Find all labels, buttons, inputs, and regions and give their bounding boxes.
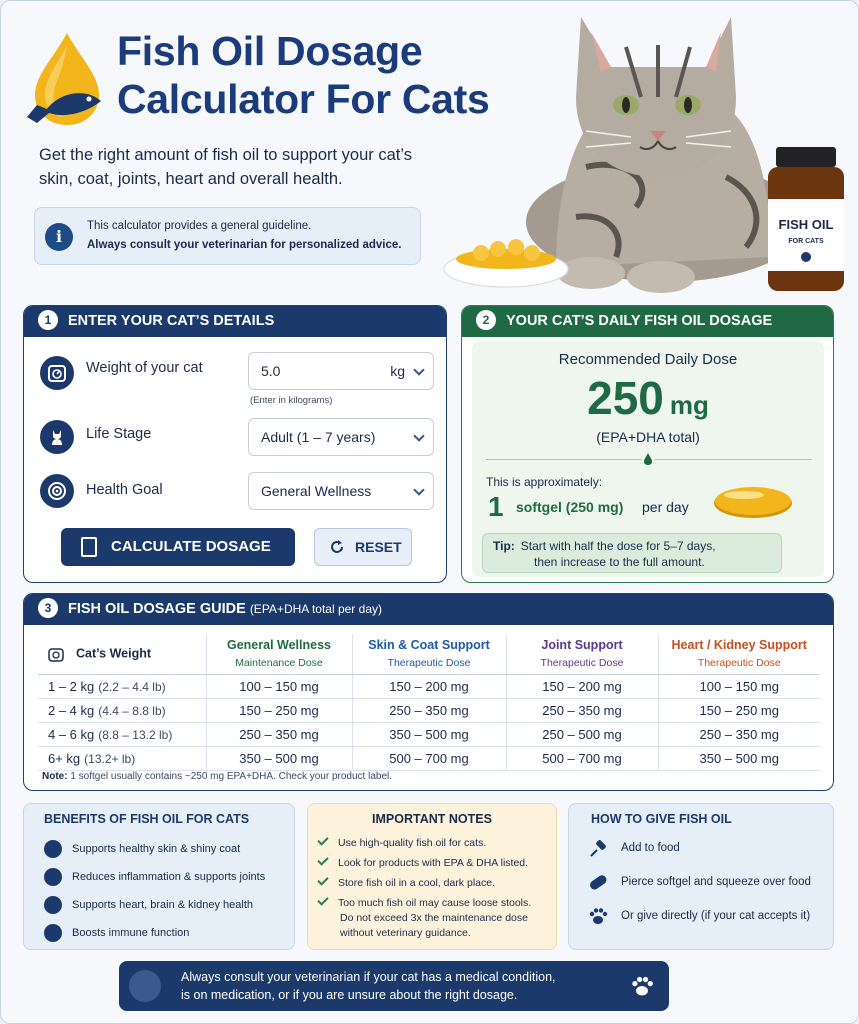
column-header-joint: Joint Support Therapeutic Dose [506, 634, 658, 674]
table-row: 2 – 4 kg (4.4 – 8.8 lb) 150 – 250 mg 250 – 350 mg 250 – 350 mg 150 – 250 mg [38, 698, 820, 722]
bottle-label-line-1: FISH OIL [778, 217, 834, 232]
cat-hero-image [426, 7, 856, 303]
tip-box [482, 533, 782, 573]
benefits-box [23, 803, 295, 950]
scale-icon [48, 646, 64, 662]
heart-icon [44, 896, 62, 914]
disclaimer-line-1: This calculator provides a general guideline. [87, 220, 312, 232]
list-item: Reduces inflammation & supports joints [44, 868, 265, 886]
list-item: Add to food [587, 838, 680, 858]
how-to-give-box [568, 803, 834, 950]
approx-label: This is approximately: [486, 475, 603, 489]
reset-button[interactable] [314, 528, 412, 566]
vet-advice-banner [119, 961, 669, 1011]
disclaimer-line-2: Always consult your veterinarian for personalized advice. [87, 239, 402, 251]
dose-result-card [472, 341, 824, 577]
dose-subtitle: (EPA+DHA total) [596, 429, 700, 445]
important-notes-box [307, 803, 557, 950]
list-item: Look for products with EPA & DHA listed. [318, 856, 528, 871]
bottle-label-line-2: FOR CATS [788, 238, 824, 245]
step-number: 2 [476, 310, 496, 330]
step-number: 1 [38, 310, 58, 330]
column-header-general: General Wellness Maintenance Dose [206, 634, 352, 674]
weight-label: Weight of your cat [86, 360, 203, 376]
tip-line-1: Start with half the dose for 5–7 days, [520, 539, 716, 553]
paw-icon [587, 906, 609, 926]
important-notes-title: IMPORTANT NOTES [372, 812, 492, 826]
dose-unit: mg [669, 390, 709, 420]
cat-details-header [24, 306, 446, 337]
dose-number: 250 [587, 372, 664, 424]
page-title: Fish Oil Dosage Calculator For Cats [117, 28, 490, 122]
chevron-down-icon [413, 484, 424, 495]
tip-label: Tip: [493, 539, 515, 553]
vet-advice-line-1: Always consult your veterinarian if your cat has a medical condition, [181, 970, 556, 984]
check-icon [317, 854, 328, 865]
list-item: Store fish oil in a cool, dark place. [318, 876, 495, 891]
table-row: 6+ kg (13.2+ lb) 350 – 500 mg 500 – 700 mg 500 – 700 mg 350 – 500 mg [38, 746, 820, 770]
target-icon [40, 474, 74, 508]
drop-icon [642, 452, 654, 466]
dosage-guide-panel [23, 593, 834, 791]
page-subtitle: Get the right amount of fish oil to support your cat’s skin, coat, joints, heart and overall health. [39, 146, 412, 188]
life-stage-label: Life Stage [86, 426, 152, 442]
check-icon [317, 894, 328, 905]
column-header-weight: Cat’s Weight [38, 634, 206, 674]
cat-icon [40, 420, 74, 454]
daily-dosage-panel [461, 305, 834, 583]
shield-icon [44, 924, 62, 942]
table-note: Note: 1 softgel usually contains ~250 mg EPA+DHA. Check your product label. [42, 771, 392, 782]
per-day-text: per day [642, 499, 689, 515]
calculate-dosage-label: CALCULATE DOSAGE [111, 538, 271, 555]
dosage-guide-table [38, 634, 820, 771]
chevron-down-icon [413, 364, 424, 375]
dosage-guide-title: FISH OIL DOSAGE GUIDE [68, 601, 246, 617]
list-item: Pierce softgel and squeeze over food [587, 872, 811, 892]
dropper-icon [587, 838, 609, 858]
softgel-text: softgel (250 mg) [516, 499, 624, 515]
table-row: 4 – 6 kg (8.8 – 13.2 lb) 250 – 350 mg 350 – 500 mg 250 – 500 mg 250 – 350 mg [38, 722, 820, 746]
list-item: Boosts immune function [44, 924, 189, 942]
disclaimer-box [34, 207, 421, 265]
health-goal-label: Health Goal [86, 482, 163, 498]
list-item: Use high-quality fish oil for cats. [318, 836, 486, 851]
cat-coat-icon [44, 840, 62, 858]
weight-input[interactable] [248, 352, 434, 390]
table-row: 1 – 2 kg (2.2 – 4.4 lb) 100 – 150 mg 150 – 200 mg 150 – 200 mg 100 – 150 mg [38, 674, 820, 698]
check-icon [317, 874, 328, 885]
how-to-give-title: HOW TO GIVE FISH OIL [591, 812, 732, 826]
recommended-dose-value [472, 371, 824, 425]
weight-unit: kg [390, 363, 405, 379]
cat-details-panel [23, 305, 447, 583]
fish-oil-drop-logo-icon [23, 31, 105, 129]
column-header-skin: Skin & Coat Support Therapeutic Dose [352, 634, 506, 674]
health-goal-value: General Wellness [261, 483, 372, 499]
health-goal-select[interactable] [248, 472, 434, 510]
list-item: Supports healthy skin & shiny coat [44, 840, 240, 858]
info-icon: i [45, 223, 73, 251]
reset-icon [329, 539, 345, 555]
reset-label: RESET [355, 539, 402, 555]
daily-dosage-title: YOUR CAT’S DAILY FISH OIL DOSAGE [506, 313, 773, 329]
cat-details-title: ENTER YOUR CAT’S DETAILS [68, 313, 275, 329]
list-item: Too much fish oil may cause loose stools. Do not exceed 3x the maintenance dose without veterinary guidance. [318, 896, 531, 941]
list-item: Supports heart, brain & kidney health [44, 896, 253, 914]
table-header-row [38, 634, 820, 674]
scale-icon [40, 356, 74, 390]
vet-advice-line-2: is on medication, or if you are unsure about the right dosage. [181, 988, 518, 1002]
joint-icon [44, 868, 62, 886]
weight-hint: (Enter in kilograms) [250, 395, 333, 406]
tip-line-2: then increase to the full amount. [534, 555, 705, 569]
calculate-dosage-button[interactable] [61, 528, 295, 566]
life-stage-value: Adult (1 – 7 years) [261, 429, 376, 445]
check-icon [317, 834, 328, 845]
dosage-guide-subtitle: (EPA+DHA total per day) [249, 602, 382, 616]
paw-icon [629, 973, 655, 999]
column-header-heart: Heart / Kidney Support Therapeutic Dose [658, 634, 820, 674]
veterinarian-icon [129, 970, 161, 1002]
softgel-count: 1 [488, 491, 504, 522]
capsule-icon [587, 872, 609, 892]
benefits-title: BENEFITS OF FISH OIL FOR CATS [44, 812, 250, 826]
chevron-down-icon [413, 430, 424, 441]
list-item: Or give directly (if your cat accepts it) [587, 906, 810, 926]
calculator-icon [81, 537, 97, 557]
weight-value: 5.0 [261, 363, 281, 379]
recommended-dose-label: Recommended Daily Dose [558, 351, 738, 368]
softgel-capsule-icon [712, 483, 794, 519]
step-number: 3 [38, 598, 58, 618]
daily-dosage-header [462, 306, 833, 337]
life-stage-select[interactable] [248, 418, 434, 456]
dosage-guide-header [24, 594, 833, 625]
